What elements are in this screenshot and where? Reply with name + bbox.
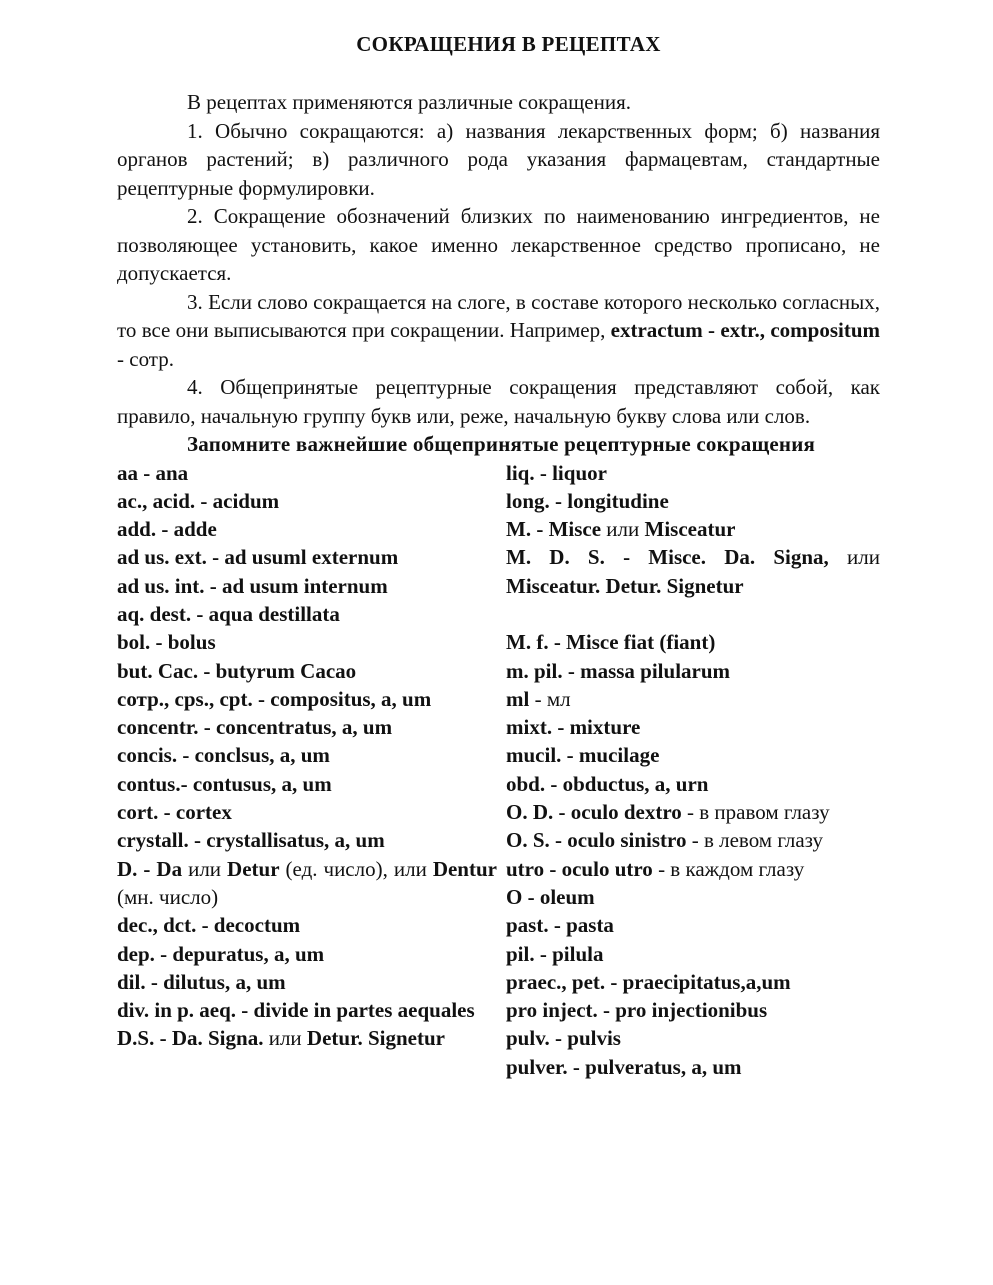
abbreviation-entry	[506, 940, 880, 968]
abbreviation-entry	[506, 741, 880, 769]
abbreviation-term: praec., pet. - praecipitatus,a,um	[506, 969, 791, 994]
abbreviation-term: Dentur	[432, 856, 497, 881]
abbreviation-term: contus.- contusus, a, um	[117, 771, 332, 796]
rule-3-example-compositum: compositum	[770, 318, 881, 342]
abbreviation-entry	[506, 515, 880, 543]
abbreviation-term: Misceatur	[644, 517, 736, 542]
abbreviation-entry	[117, 515, 497, 543]
abbreviation-term: pulv. - pulvis	[506, 1026, 621, 1051]
abbreviation-entry	[117, 628, 497, 656]
abbreviations-left-column	[117, 459, 497, 1082]
abbreviation-term: Detur. Signetur	[306, 1026, 445, 1051]
rule-3-example-comp: - сотр.	[117, 346, 174, 371]
abbreviation-term: liq. - liquor	[506, 460, 607, 485]
abbreviation-entry	[117, 713, 497, 741]
abbreviation-note: или	[182, 856, 228, 881]
abbreviation-entry	[117, 826, 497, 854]
abbreviation-entry	[117, 657, 497, 685]
abbreviation-term: O. S. - oculo sinistro	[506, 828, 687, 853]
intro-paragraph: В рецептах применяются различные сокращения.	[187, 90, 631, 114]
abbreviation-term: M. f. - Misce fiat (fiant)	[506, 630, 716, 655]
abbreviation-term: aa - ana	[117, 460, 189, 485]
abbreviation-note: - мл	[529, 686, 571, 711]
abbreviation-entry	[506, 628, 880, 656]
abbreviation-entry	[506, 798, 880, 826]
abbreviation-entry	[506, 459, 880, 487]
abbreviation-term: O - oleum	[506, 884, 595, 909]
abbreviation-term: D. - Da	[117, 856, 183, 881]
abbreviation-term: concentr. - concentratus, a, um	[117, 715, 393, 740]
abbreviation-term: bol. - bolus	[117, 630, 216, 655]
abbreviation-term: M. D. S. - Misce. Da. Signa,	[506, 545, 829, 570]
abbreviation-term: mucil. - mucilage	[506, 743, 660, 768]
abbreviation-entry	[117, 600, 497, 628]
abbreviation-term: dep. - depuratus, a, um	[117, 941, 325, 966]
abbreviation-entry	[506, 1024, 880, 1052]
abbreviation-term: O. D. - oculo dextro	[506, 800, 682, 825]
abbreviation-entry	[506, 713, 880, 741]
abbreviation-term: long. - longitudine	[506, 488, 669, 513]
abbreviation-term: ml	[506, 686, 530, 711]
abbreviation-term: pulver. - pulveratus, a, um	[506, 1054, 742, 1079]
abbreviation-term: Misceatur. Detur. Signetur	[506, 573, 744, 598]
abbreviation-entry	[506, 487, 880, 515]
abbreviation-entry	[506, 883, 880, 911]
abbreviation-note: - в левом глазу	[686, 828, 824, 853]
abbreviation-term: cort. - cortex	[117, 800, 232, 825]
abbreviation-entry	[117, 911, 497, 939]
abbreviation-term: dec., dct. - decoctum	[117, 913, 301, 938]
abbreviation-entry	[506, 543, 880, 600]
abbreviation-entry	[117, 459, 497, 487]
abbreviation-term: сотр., cps., cpt. - compositus, a, um	[117, 686, 432, 711]
abbreviation-entry	[117, 968, 497, 996]
abbreviation-note: или	[828, 545, 880, 570]
abbreviation-note: (мн. число)	[117, 884, 219, 909]
abbreviation-term: past. - pasta	[506, 913, 614, 938]
abbreviation-entry	[506, 911, 880, 939]
rule-3-text: 3. Если слово сокращается на слоге, в составе которого несколько согласных, то все они выписываются при сокращении. Например,	[117, 289, 880, 342]
abbreviation-term: Detur	[227, 856, 280, 881]
abbreviation-entry	[506, 657, 880, 685]
abbreviation-entry	[117, 487, 497, 515]
abbreviation-entry	[506, 968, 880, 996]
abbreviation-term: crystall. - crystallisatus, a, um	[117, 828, 385, 853]
page-title: СОКРАЩЕНИЯ В РЕЦЕПТАХ	[356, 32, 661, 56]
abbreviation-entry	[117, 543, 497, 571]
abbreviation-entry	[506, 770, 880, 798]
abbreviation-term: dil. - dilutus, a, um	[117, 969, 286, 994]
document-page	[117, 30, 880, 1081]
abbreviation-term: m. pil. - massa pilularum	[506, 658, 731, 683]
abbreviation-term: add. - adde	[117, 517, 217, 542]
abbreviation-note: - в каждом глазу	[652, 856, 805, 881]
rule-paragraph-3	[117, 288, 880, 374]
abbreviations-heading: Запомните важнейшие общепринятые рецептурные сокращения	[187, 432, 816, 456]
abbreviation-note: или	[263, 1026, 307, 1051]
abbreviation-note: (ед. число), или	[279, 856, 433, 881]
abbreviation-entry	[117, 572, 497, 600]
abbreviation-entry	[117, 741, 497, 769]
abbreviation-note: или	[601, 517, 645, 542]
abbreviation-entry	[117, 770, 497, 798]
abbreviation-term: M. - Misce	[506, 517, 602, 542]
rule-paragraph-2: 2. Сокращение обозначений близких по наименованию ингредиентов, не позволяющее установить, какое именно лекарственное средство прописано, не допускается.	[117, 204, 880, 285]
rule-paragraph-1: 1. Обычно сокращаются: а) названия лекарственных форм; б) названия органов растений; в) различного рода указания фармацевтам, стандартные рецептурные формулировки.	[117, 118, 880, 200]
abbreviation-entry	[506, 826, 880, 854]
abbreviation-entry	[506, 996, 880, 1024]
abbreviation-term: utro - oculo utro	[506, 856, 653, 881]
abbreviation-entry	[506, 855, 880, 883]
abbreviation-entry	[506, 685, 880, 713]
abbreviations-right-column	[506, 459, 880, 1082]
abbreviation-term: pil. - pilula	[506, 941, 604, 966]
abbreviation-entry	[117, 940, 497, 968]
abbreviation-term: aq. dest. - aqua destillata	[117, 601, 340, 626]
abbreviation-term: pro inject. - pro injectionibus	[506, 998, 768, 1023]
abbreviation-term: ad us. int. - ad usum internum	[117, 573, 388, 598]
abbreviation-note: - в правом глазу	[681, 800, 830, 825]
abbreviation-entry	[506, 1053, 880, 1081]
abbreviation-entry	[117, 685, 497, 713]
abbreviation-entry	[117, 855, 497, 912]
rule-3-example-extractum: extractum - extr.,	[610, 318, 766, 342]
list-spacer	[506, 600, 880, 628]
abbreviations-list	[117, 459, 880, 1082]
abbreviation-entry	[117, 798, 497, 826]
abbreviation-term: ac., acid. - acidum	[117, 488, 280, 513]
abbreviation-term: concis. - conclsus, a, um	[117, 743, 330, 768]
abbreviation-term: mixt. - mixture	[506, 715, 641, 740]
rule-paragraph-4: 4. Общепринятые рецептурные сокращения представляют собой, как правило, начальную группу букв или, реже, начальную букву слова или слов.	[117, 375, 880, 428]
abbreviation-term: D.S. - Da. Signa.	[117, 1026, 264, 1051]
abbreviation-term: div. in p. aeq. - divide in partes aequales	[117, 998, 475, 1023]
abbreviation-entry	[117, 1024, 497, 1052]
abbreviation-entry	[117, 996, 497, 1024]
abbreviation-term: ad us. ext. - ad usuml externum	[117, 545, 399, 570]
abbreviation-term: but. Cac. - butyrum Cacao	[117, 658, 357, 683]
abbreviation-term: obd. - obductus, a, urn	[506, 771, 709, 796]
